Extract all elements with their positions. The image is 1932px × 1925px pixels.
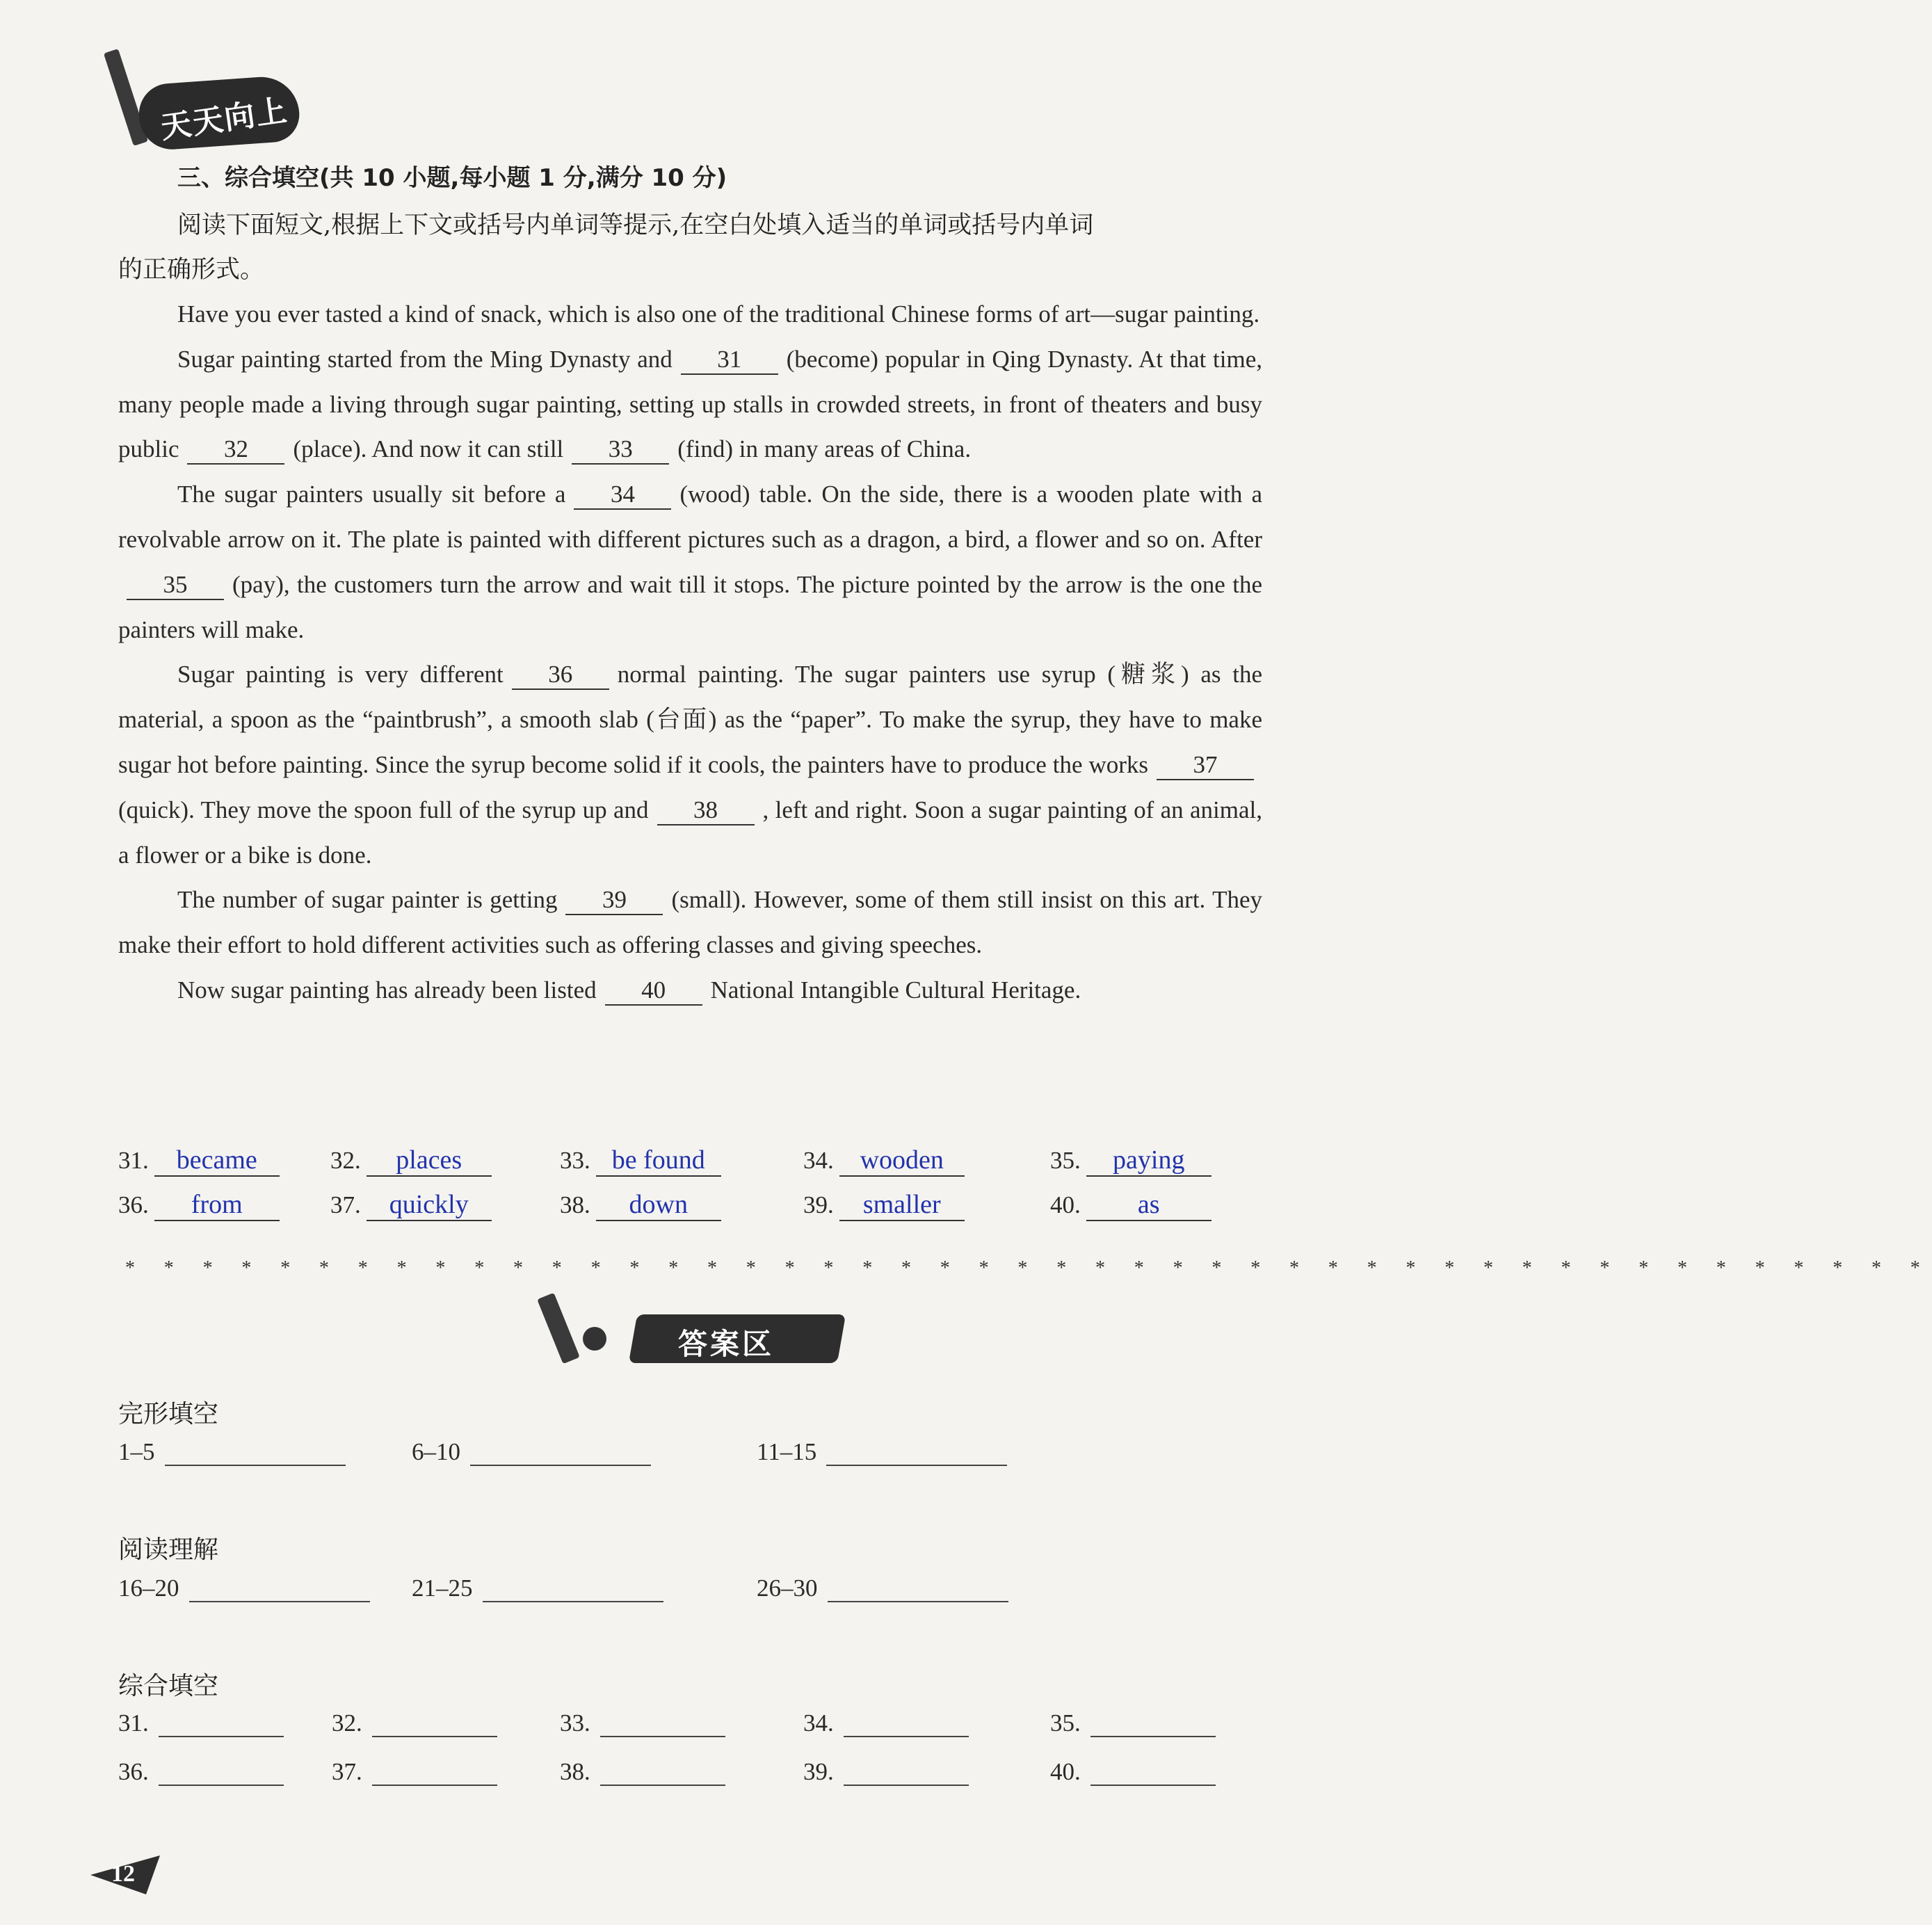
fill-34[interactable]: 34.	[803, 1709, 969, 1737]
reading-title: 阅读理解	[118, 1536, 219, 1564]
cloze-title: 完形填空	[118, 1400, 219, 1428]
paragraph-1: Have you ever tasted a kind of snack, which is also one of the traditional Chinese forms of art—sugar painting.	[177, 300, 1260, 328]
paragraph-5: The number of sugar painter is getting 39 (small). However, some of them still insist on this art. They make their effort to hold different activities such as offering classes and giving speeches.	[118, 886, 1262, 959]
paragraph-3: The sugar painters usually sit before a 34 (wood) table. On the side, there is a wooden plate with a revolvable arrow on it. The plate is painted with different pictures such as a dragon, a bird, a flower and so on. After35 (pay), the customers turn the arrow and wait till it stops. The picture pointed by the arrow is the one the painters will make.	[118, 481, 1263, 643]
banner-text: 答案区	[678, 1327, 775, 1361]
fill-38[interactable]: 38.	[560, 1758, 725, 1786]
answer-36: 36. from	[118, 1189, 280, 1221]
fill-39[interactable]: 39.	[803, 1758, 969, 1786]
answer-32: 32. places	[330, 1145, 492, 1177]
answer-37: 37. quickly	[330, 1189, 492, 1221]
blank-36: 36	[512, 661, 609, 690]
fill-36[interactable]: 36.	[118, 1758, 284, 1786]
fill-37[interactable]: 37.	[332, 1758, 497, 1786]
instructions	[118, 203, 1262, 292]
fill-32[interactable]: 32.	[332, 1709, 497, 1737]
fill-33[interactable]: 33.	[560, 1709, 725, 1737]
paragraph-6: Now sugar painting has already been listed 40 National Intangible Cultural Heritage.	[118, 968, 1262, 1013]
cloze-1-5[interactable]: 1–5	[118, 1438, 346, 1466]
answer-40: 40. as	[1050, 1189, 1211, 1221]
blank-40: 40	[605, 976, 702, 1006]
fill-31[interactable]: 31.	[118, 1709, 284, 1737]
section-title: 三、综合填空(共 10 小题,每小题 1 分,满分 10 分)	[177, 164, 727, 192]
answer-35: 35. paying	[1050, 1145, 1211, 1177]
handwritten-answers	[118, 1145, 1266, 1234]
instruction-line-1: 阅读下面短文,根据上下文或括号内单词等提示,在空白处填入适当的单词或括号内单词	[177, 211, 1094, 239]
passage	[118, 292, 1262, 1013]
answer-zone-banner	[542, 1294, 848, 1370]
reading-21-25[interactable]: 21–25	[412, 1574, 663, 1602]
reading-16-20[interactable]: 16–20	[118, 1574, 370, 1602]
fill-35[interactable]: 35.	[1050, 1709, 1216, 1737]
instruction-line-2: 的正确形式。	[118, 256, 265, 284]
fill-row-2	[118, 1758, 1266, 1800]
blank-34: 34	[574, 481, 671, 510]
answer-row-2	[118, 1189, 1266, 1234]
answer-row-1	[118, 1145, 1266, 1189]
reading-26-30[interactable]: 26–30	[757, 1574, 1008, 1602]
eraser-icon	[583, 1327, 606, 1351]
star-separator: * * * * * * * * * * * * * * * * * * * * * * * * * * * * * * * * * * * * * * * * * * * * * * *	[125, 1257, 1932, 1279]
blank-31: 31	[681, 346, 778, 375]
fill-40[interactable]: 40.	[1050, 1758, 1216, 1786]
pencil-icon	[537, 1293, 580, 1364]
page-number	[90, 1850, 167, 1899]
fill-title: 综合填空	[118, 1672, 219, 1700]
blank-38: 38	[657, 796, 755, 825]
fill-row-1	[118, 1709, 1266, 1751]
answer-38: 38. down	[560, 1189, 721, 1221]
paragraph-4: Sugar painting is very different 36 normal painting. The sugar painters use syrup (糖浆) as the material, a spoon as the “paintbrush”, a smooth slab (台面) as the “paper”. To make the syrup, they have to make sugar hot before painting. Since the syrup become solid if it cools, the painters have to produce the works 37(quick). They move the spoon full of the syrup up and 38 , left and right. Soon a sugar painting of an animal, a flower or a bike is done.	[118, 661, 1263, 869]
pencil-icon	[104, 49, 148, 146]
cloze-row	[118, 1438, 1266, 1480]
reading-row	[118, 1574, 1266, 1616]
answer-31: 31. became	[118, 1145, 280, 1177]
blank-37: 37	[1157, 751, 1254, 780]
answer-34: 34. wooden	[803, 1145, 965, 1177]
header-logo	[111, 49, 306, 153]
paragraph-2: Sugar painting started from the Ming Dynasty and 31 (become) popular in Qing Dynasty. At that time, many people made a living through sugar painting, setting up stalls in crowded streets, in front of theaters and busy public 32 (place). And now it can still 33 (find) in many areas of China.	[118, 337, 1262, 472]
blank-32: 32	[187, 435, 284, 465]
blank-35: 35	[127, 571, 224, 600]
blank-39: 39	[565, 886, 663, 915]
cloze-6-10[interactable]: 6–10	[412, 1438, 651, 1466]
answer-33: 33. be found	[560, 1145, 721, 1177]
page-number-text: 12	[111, 1861, 135, 1887]
logo-text: 天天向上	[158, 92, 291, 146]
answer-39: 39. smaller	[803, 1189, 965, 1221]
cloze-11-15[interactable]: 11–15	[757, 1438, 1007, 1466]
blank-33: 33	[572, 435, 669, 465]
